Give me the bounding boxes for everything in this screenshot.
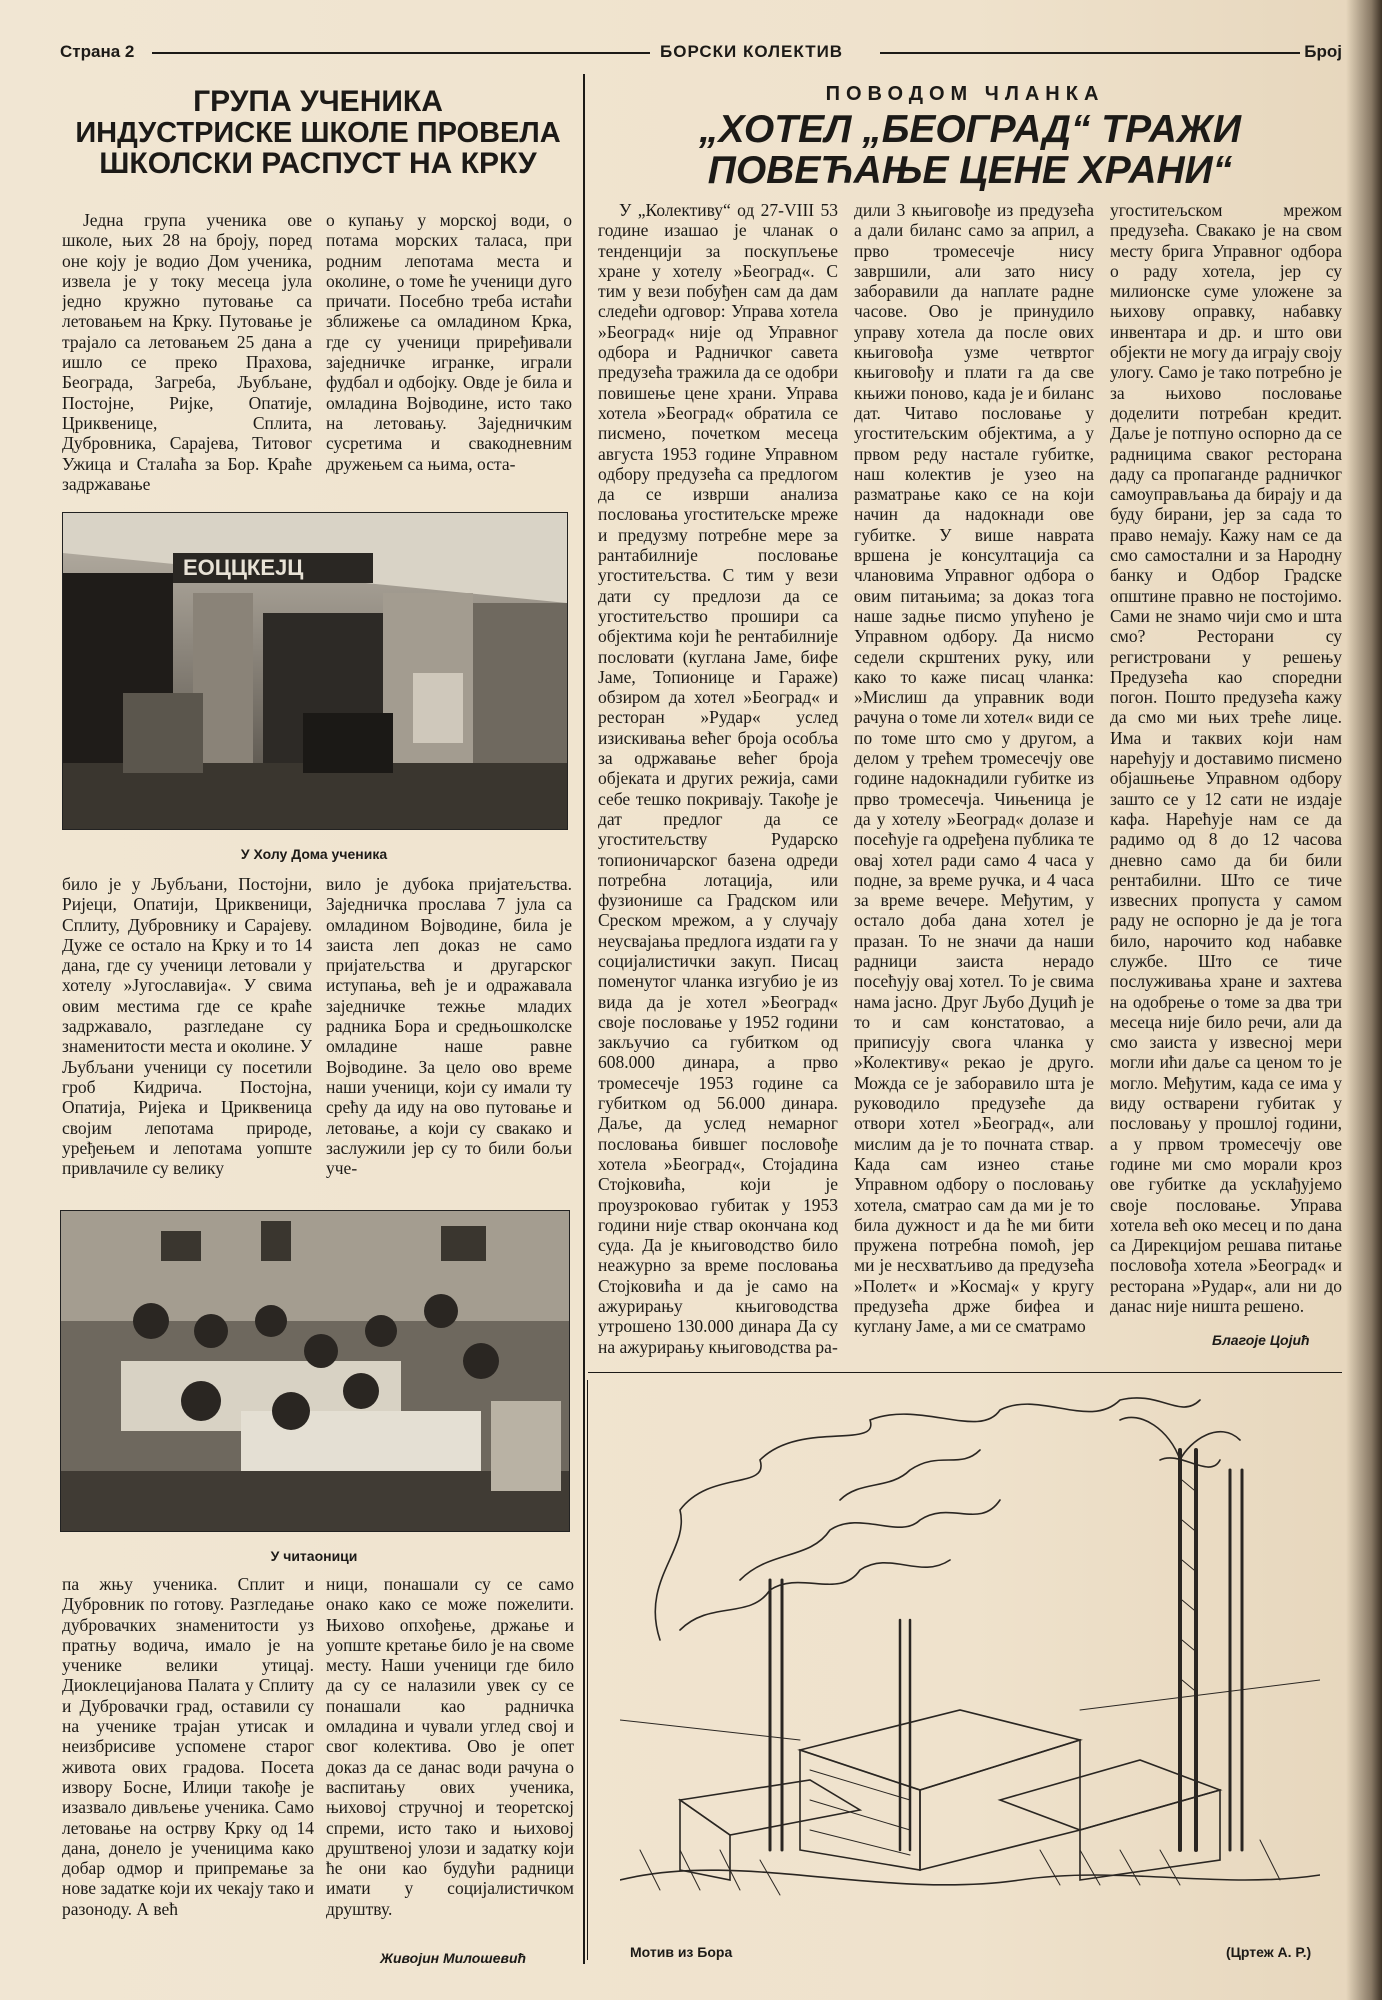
left-article-col1-bot: па жњу ученика. Сплит и Дубровник по готову. Разгледање дубровачких знаменитости уз пратњу водича, имало је на ученике велики утицај. Диоклецијанова Палата у Сплиту и Дубровачки град, оставили су на ученике трајан утисак и неизбрисиве успомене старог живота ових градова. Посета извору Босне, Илиџи такође је изазвало дивљење ученика. Само летовање на острву Крку од 14 дана, донело је ученицима како добар одмор и припремање за нове задатке који их чекају тако и разоноду. А већ [62, 1574, 314, 1919]
left-article-col1-top: Једна група ученика ове школе, њих 28 на броју, поред оне коју је водио Дом ученика, извела је у току месеца јула једно кружно путовање са летовањем на Крку. Путовање је трајало са летовањем 25 дана а ишло се преко Прахова, Београда, Загреба, Љубљане, Постојне, Ријке, Опатије, Цриквенице, Сплита, Дубровника, Сарајева, Титовог Ужица и Сталаћа за Бор. Краће задржавање [62, 210, 312, 494]
right-headline-line: „ХОТЕЛ „БЕОГРАД“ ТРАЖИ [698, 108, 1242, 151]
drawing-caption: Мотив из Бора [630, 1944, 733, 1960]
drawing-top-rule [588, 1372, 1342, 1373]
hall-photo-caption: У Холу Дома ученика [240, 846, 388, 862]
left-headline-line: ГРУПА УЧЕНИКА [193, 85, 443, 118]
left-headline-line: ИНДУСТРИСКЕ ШКОЛЕ ПРОВЕЛА [75, 116, 561, 149]
right-article-signature: Благоје Цојић [1212, 1332, 1310, 1348]
head-rule-right [880, 52, 1300, 54]
newspaper-name: БОРСКИ КОЛЕКТИВ [660, 42, 844, 61]
drawing-credit: (Цртеж А. Р.) [1226, 1944, 1312, 1960]
head-rule-left [152, 52, 650, 54]
left-article-signature: Живојин Милошевић [380, 1950, 527, 1966]
right-headline [600, 110, 1340, 192]
left-article-col2-top: о купању у морској води, о потама морских таласа, при родним лепотама места и околине, о томе ће ученици дуго причати. Посебно треба истаћи зближење са омладином Крка, где су ученици приређивали заједничке игранке, играли фудбал и одбојку. Овде је била и омладина Војводине, исто тако на летовању. Заједничким сусретима и свакодневним дружењем са њима, оста- [326, 210, 572, 474]
right-headline-line: ПОВЕЋАЊЕ ЦЕНЕ ХРАНИ“ [707, 148, 1233, 192]
reading-room-caption: У читаоници [270, 1548, 358, 1564]
left-article-col2-mid: вило је дубока пријатељства. Заједничка прослава 7 јула са омладином Војводине, била је заиста леп доказ не само пријатељства и другарског иступања, већ је и одражавала заједничке тежње младих радника Бора и средњошколске омладине наше равне Војводине. За цело ово време наши ученици, који су имали ту срећу да иду на ово путовање и летовање, а који су свакако и заслужили јер су то били бољи уче- [326, 874, 572, 1179]
svg-text:ЕОЦЦКЕЈЦ: ЕОЦЦКЕЈЦ [183, 555, 304, 580]
left-headline-line: ШКОЛСКИ РАСПУСТ НА КРКУ [99, 146, 537, 180]
running-head [60, 40, 1342, 64]
right-article-col2: дили 3 књиговође из предузећа а дали биланс само за април, а прво тромесечје нису завршили, али зато нису заборавили да наплате радне часове. Ово је принудило управу хотела да после ових књиговођа узме четвртог књиговођу и плати га да све књижи поново, када је и биланс дат. Читаво пословање у угоститељским објектима, а у првом реду настале губитке, наш колектив је узео на разматрање како се на који начин да надокнади ове губитке. У више наврата вршена је консултација са члановима Управног одбора о овим питањима; за доказ тога наше задње писмо упућено је Управном одбору. Да нисмо седели скрштених руку, или како то каже писац чланка: »Мислиш да управник води рачуна о томе ли хотел« види се по томе што смо у другом, а делом у трећем тромесечју ове године надокнадили губитке из прво тромесечја. Чињеница је да у хотелу »Београд« долазе и посећује га одређена публика те овај хотел ради само 4 часа у подне, за време ручка, и 4 часа за време вечере. Међутим, у остало доба дана хотел је празан. То не значи да наши радници заиста нерадо посећују овај хотел. То је свима нама јасно. Друг Љубо Дуцић је то и сам констатовао, а приписују свога чланка у »Колективу« рекао је друго. Можда се је заборавило шта је руководило предузеће да отвори хотел »Београд«, али мислим да је то почната ствар. Када сам изнео стање Управном одбору о пословању хотела, сматрао сам да ми је то била дужност и да ће ми бити пружена потребна помоћ, јер ми је несхватљиво да предузећа »Полет« и »Космај« у кругу предузећа држе бифеа и куглану Јаме, а ми се сматрамо [854, 200, 1094, 1337]
hall-photo [62, 512, 568, 830]
right-article-col3: угоститељском мрежом предузећа. Свакако је на свом месту брига Управног одбора о раду хотела, јер су милионске суме уложене за њихову оправку, набавку инвентара и др. и што ови објекти не могу да играју своју улогу. Само је тако потребно је за њихово пословање доделити потребан кредит. Даље је потпуно оспорно да се радницима сваког ресторана даду са пропаганде радничког самоуправљања да бирају и да буду бирани, јер за сада то право немају. Кажу нам се да смо самостални и за Народну банку и Одбор Градске општине правно не постојимо. Сами не знамо чији смо и шта смо? Ресторани су регистровани у решењу Предузећа као споредни погон. Пошто предузећа кажу да смо ми њих треће лице. Има и таквих који нам нарећују и доставимо писмено објашњење Управном одбору зашто се у 12 сати не издаје кафа. Нарећује нам се да радимо од 8 до 12 часова дневно само да би били рентабилни. Што се тиче извесних пропуста у самом раду не оспорно је да је тога било, нарочито код набавке службе. Што се тиче послуживања хране и захтева на одобрење о томе за два три месеца није било речи, али да смо заиста у извесној мери могли ићи даље са ценом то је могло. Међутим, када се има у виду остварени губитак у пословању у прошлој години, а у првом тромесечју ове године ми смо морали кроз ове губитке да усклађујемо своје пословање. Управа хотела већ око месец и по дана са Дирекцијом решава питање пословођа хотела »Београд« и ресторана »Рудар«, али ни до данас није ништа решено. [1110, 200, 1342, 1317]
right-kicker: ПОВОДОМ ЧЛАНКА [825, 83, 1105, 105]
article-divider [583, 74, 585, 1964]
left-headline [62, 86, 574, 179]
page-number: Страна 2 [60, 42, 135, 61]
mine-drawing [620, 1380, 1320, 1920]
right-article-col1: У „Колективу“ од 27-VIII 53 године изашао је чланак о тенденцији за поскупљење хране у хотелу »Београд«. С тим у вези побуђен сам да дам следећи одговор: Управа хотела »Београд« није од Управног одбора и Радничког савета предузећа тражила да се одобри повишење цене храни. Управа хотела »Београд« обратила се писмено, почетком месеца августа 1953 године Управном одбору предузећа са предлогом да се изврши анализа пословања угоститељске мреже и предузму потребне мере за рантабилније пословање угоститељства. С тим у вези дати су предлози да се угоститељство прошири са објектима који ће рентабилније пословати (куглана Јаме, бифе Јаме, Топионице и Гараже) обзиром да хотел »Београд« и ресторан »Рудар« услед изискивања већег броја особља за одржавање већег броја објеката и других режија, сами себе тешко покривају. Такође је дат предлог да се угоститељству Рударско топионичарског базена одреди потребна лотација, или фузионише са Градском или Среском мрежом, а у случају неусвајања предлога издати га у социјалистички закуп. Писац поменутог чланка изгубио је из вида да је хотел »Београд« своје пословање у 1952 години закључио са губитком од 608.000 динара, а прво тромесечје 1953 године са губитком од 56.000 динара. Даље, да услед немарног пословања бившег пословође хотела »Београд«, Стојадина Стојковића, који је проузроковао губитак у 1953 години није ствар окончана код суда. Да је књиговодство било неажурно за време пословања Стојковића и да је само на ажурирању књиговодства утрошено 130.000 динара Да су на ажурирању књиговодства ра- [598, 200, 838, 1357]
left-article-col2-bot: ници, понашали су се само онако како се може пожелити. Њихово опхођење, држање и уопште кретање било је на своме месту. Наши ученици где било да су се налазили увек су се понашали као радничка омладина и чували углед свој и свог колектива. Ово је опет доказ да се данас води рачуна о васпитању ових ученика, њиховој стручној и теоретској спреми, исто тако и њиховој друштвеној улози и задатку који ће они као будући радници имати у социјалистичком друштву. [326, 1574, 574, 1919]
drawing-divider [587, 1380, 588, 1960]
left-article-col1-mid: било је у Љубљани, Постојни, Ријеци, Опатији, Цриквеници, Сплиту, Дубровнику и Сарајеву. Дуже се остало на Крку и то 14 дана, где су ученици летовали у хотелу »Југославија«. У свима овим местима где се краће задржавало, разгледане су знаменитости места и околине. У Љубљани ученици су посетили гроб Кидрича. Постојна, Опатија, Ријека и Цриквеница својим лепотама природе, уређењем и лепотама уопште привлачиле су велику [62, 874, 312, 1179]
binding-shadow [1346, 0, 1382, 2000]
reading-room-photo [60, 1210, 570, 1532]
issue-label: Број [1304, 42, 1342, 61]
